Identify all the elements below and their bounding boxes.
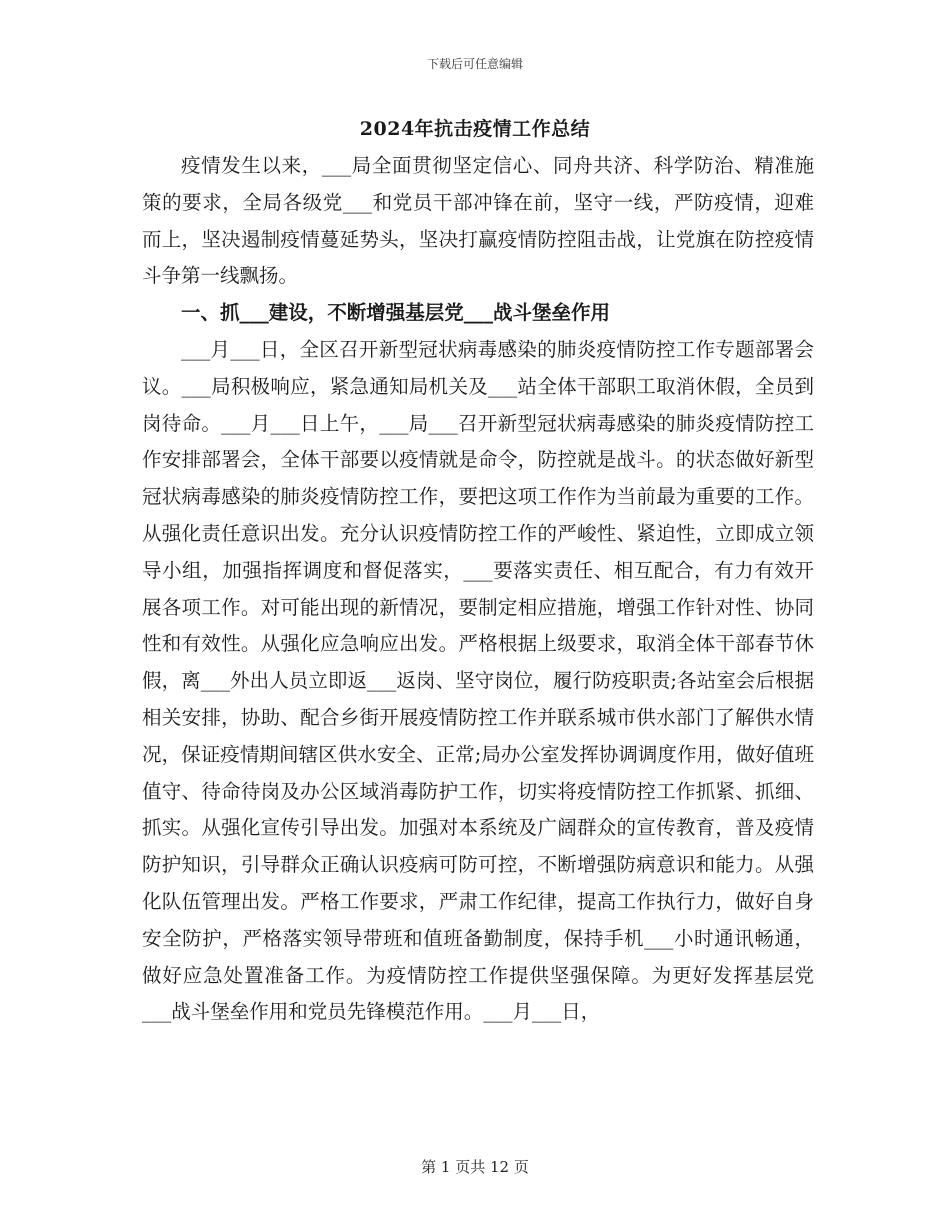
page-number: 第 1 页共 12 页 [421, 1158, 529, 1176]
intro-paragraph: 疫情发生以来，___局全面贯彻坚定信心、同舟共济、科学防治、精准施策的要求，全局各级党___和党员干部冲锋在前，坚守一线，严防疫情，迎难而上，坚决遏制疫情蔓延势头，坚决打赢疫情防控阻击战，让党旗在防控疫情斗争第一线飘扬。 [142, 154, 814, 288]
header-note: 下载后可任意编辑 [426, 57, 523, 71]
section-heading-1: 一、抓___建设，不断增强基层党___战斗堡垒作用 [181, 301, 611, 325]
document-body [142, 148, 814, 1031]
body-paragraph: ___月___日，全区召开新型冠状病毒感染的肺炎疫情防控工作专题部署会议。___局积极响应，紧急通知局机关及___站全体干部职工取消休假，全员到岗待命。___月___日上午，___局___召开新型冠状病毒感染的肺炎疫情防控工作安排部署会，全体干部要以疫情就是命令，防控就是战斗。的状态做好新型冠状病毒感染的肺炎疫情防控工作，要把这项工作作为当前最为重要的工作。从强化责任意识出发。充分认识疫情防控工作的严峻性、紧迫性，立即成立领导小组，加强指挥调度和督促落实，___要落实责任、相互配合，有力有效开展各项工作。对可能出现的新情况，要制定相应措施，增强工作针对性、协同性和有效性。从强化应急响应出发。严格根据上级要求，取消全体干部春节休假，离___外出人员立即返___返岗、坚守岗位，履行防疫职责;各站室会后根据相关安排，协助、配合乡街开展疫情防控工作并联系城市供水部门了解供水情况，保证疫情期间辖区供水安全、正常;局办公室发挥协调调度作用，做好值班值守、待命待岗及办公区域消毒防护工作，切实将疫情防控工作抓紧、抓细、抓实。从强化宣传引导出发。加强对本系统及广阔群众的宣传教育，普及疫情防护知识，引导群众正确认识疫病可防可控，不断增强防病意识和能力。从强化队伍管理出发。严格工作要求，严肃工作纪律，提高工作执行力，做好自身安全防护，严格落实领导带班和值班备勤制度，保持手机___小时通讯畅通，做好应急处置准备工作。为疫情防控工作提供坚强保障。为更好发挥基层党___战斗堡垒作用和党员先锋模范作用。___月___日， [142, 337, 814, 1024]
document-title: 2024年抗击疫情工作总结 [359, 118, 591, 140]
